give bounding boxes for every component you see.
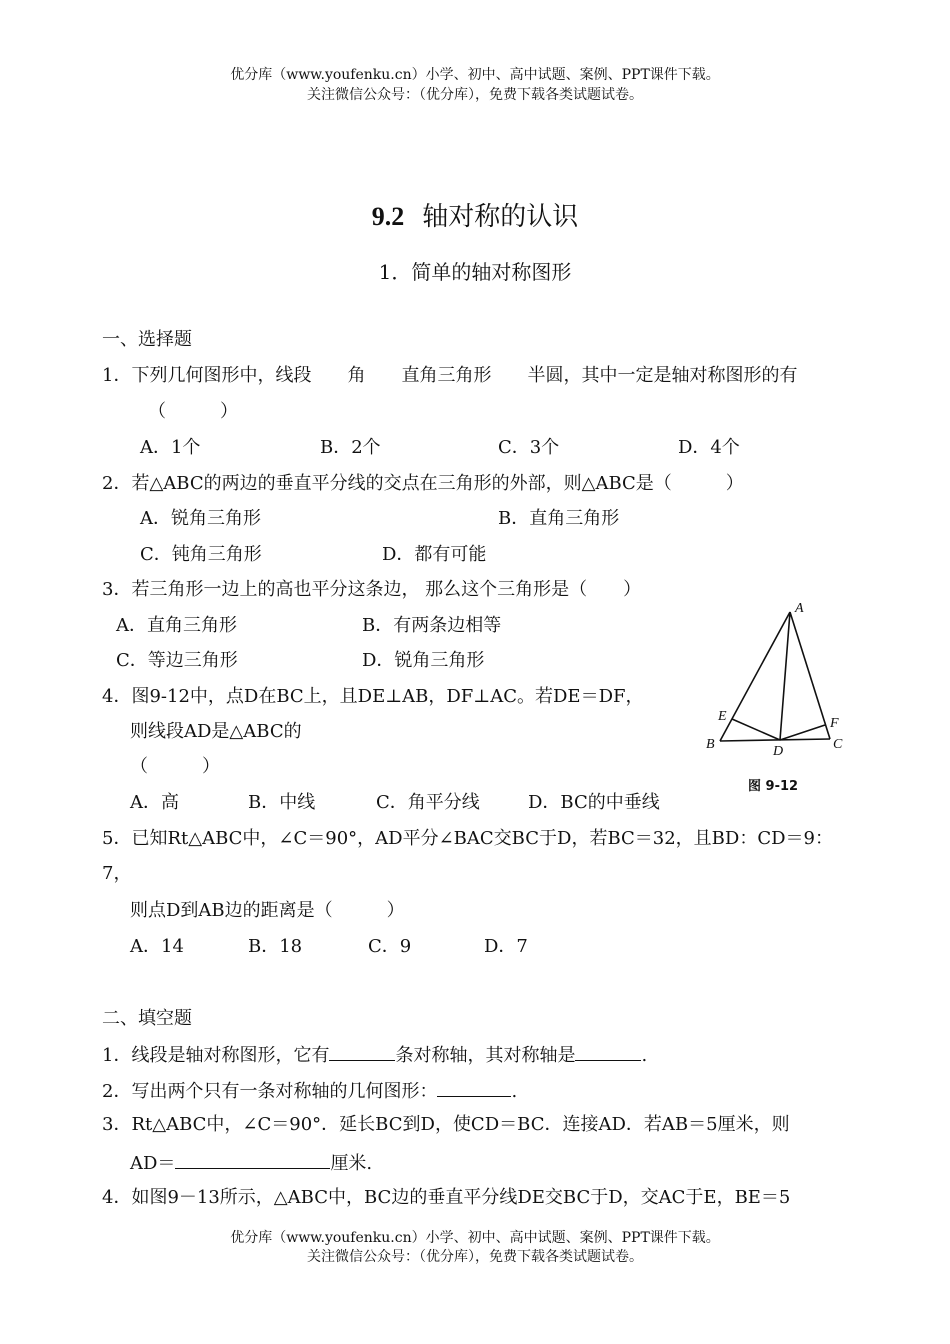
fill-q4-line-1: 4．如图9－13所示，△ABC中，BC边的垂直平分线DE交BC于D，交AC于E，BE＝5 [102,1187,791,1208]
title-text: 轴对称的认识 [422,202,579,232]
page-subtitle: 1．简单的轴对称图形 [378,260,572,284]
footer-line-2: 关注微信公众号：（优分库），免费下载各类试题试卷。 [307,1249,643,1265]
q1-option-c: C．3个 [498,437,560,458]
segment-ac [790,612,830,739]
q5-text-2: 7， [102,863,132,884]
label-a: A [795,601,804,616]
segment-ad [780,612,790,740]
q4-option-c: C．角平分线 [376,792,480,813]
q5-option-d: D．7 [484,936,528,957]
segment-df [780,725,825,740]
q5-option-c: C．9 [368,936,412,957]
label-d: D [773,744,784,759]
segment-ab [720,612,790,741]
q2-option-c: C．钝角三角形 [140,544,262,565]
q4-option-d: D．BC的中垂线 [528,792,660,813]
q1-text: 1．下列几何图形中，线段 角 直角三角形 半圆，其中一定是轴对称图形的有 [102,365,798,386]
header-line-2: 关注微信公众号：（优分库），免费下载各类试题试卷。 [307,87,643,103]
q4-text-2: 则线段AD是△ABC的 [130,721,302,742]
label-b: B [706,737,715,752]
fill-q3-line-1: 3．Rt△ABC中，∠C＝90°．延长BC到D，使CD＝BC．连接AD．若AB＝5厘米，则 [102,1114,790,1135]
triangle-lines [720,612,830,741]
fill-q2-part-2: . [511,1081,518,1102]
q4-paren: （ ） [130,756,220,777]
q2-option-b: B．直角三角形 [498,508,620,529]
q1-option-b: B．2个 [320,437,381,458]
figure-9-12 [698,598,850,798]
q5-option-a: A．14 [130,936,184,957]
q1-option-d: D．4个 [678,437,740,458]
q2-text: 2．若△ABC的两边的垂直平分线的交点在三角形的外部，则△ABC是（ ） [102,473,744,494]
footer-line-1: 优分库（www.youfenku.cn）小学、初中、高中试题、案例、PPT课件下载。 [230,1230,720,1246]
fill-q1 [102,1042,647,1068]
fill-q3-blank[interactable] [175,1150,330,1169]
fill-q3-part-2: 厘米. [330,1153,373,1174]
q4-option-a: A．高 [130,792,179,813]
q3-option-c: C．等边三角形 [116,650,238,671]
header-line-1: 优分库（www.youfenku.cn）小学、初中、高中试题、案例、PPT课件下载。 [230,67,720,83]
fill-q1-blank-1[interactable] [329,1042,395,1061]
q3-option-d: D．锐角三角形 [362,650,485,671]
q1-paren: （ ） [148,401,238,422]
fill-q2-blank[interactable] [437,1078,511,1097]
q5-option-b: B．18 [248,936,303,957]
fill-q2 [102,1078,517,1104]
fill-q1-part-1: 1．线段是轴对称图形，它有 [102,1045,330,1066]
q5-text-3: 则点D到AB边的距离是（ ） [130,900,405,921]
fill-q3-line-2 [130,1150,372,1176]
fill-q1-part-2: 条对称轴，其对称轴是 [395,1045,576,1066]
q4-text-1: 4．图9-12中，点D在BC上，且DE⊥AB，DF⊥AC。若DE＝DF， [102,686,644,707]
label-c: C [833,737,843,752]
q3-option-a: A．直角三角形 [116,615,237,636]
section-heading-choice: 一、选择题 [102,329,192,350]
page-title [0,196,950,233]
q3-option-b: B．有两条边相等 [362,615,502,636]
q1-option-a: A．1个 [140,437,201,458]
q2-option-d: D．都有可能 [382,544,487,565]
segment-bc [720,739,830,741]
fill-q1-part-3: . [641,1045,648,1066]
label-f: F [830,716,839,731]
q5-text-1: 5．已知Rt△ABC中，∠C＝90°，AD平分∠BAC交BC于D，若BC＝32，且BD：CD＝9： [102,828,834,849]
figure-caption: 图 9-12 [748,779,799,794]
fill-q3-part-1: AD＝ [130,1153,176,1174]
title-number: 9.2 [371,202,405,231]
q4-option-b: B．中线 [248,792,316,813]
section-heading-fill: 二、填空题 [102,1008,192,1029]
segment-de [732,719,780,740]
label-e: E [718,709,727,724]
fill-q1-blank-2[interactable] [575,1042,641,1061]
q3-text: 3．若三角形一边上的高也平分这条边， 那么这个三角形是（ ） [102,579,642,600]
q2-option-a: A．锐角三角形 [140,508,261,529]
fill-q2-part-1: 2．写出两个只有一条对称轴的几何图形： [102,1081,438,1102]
